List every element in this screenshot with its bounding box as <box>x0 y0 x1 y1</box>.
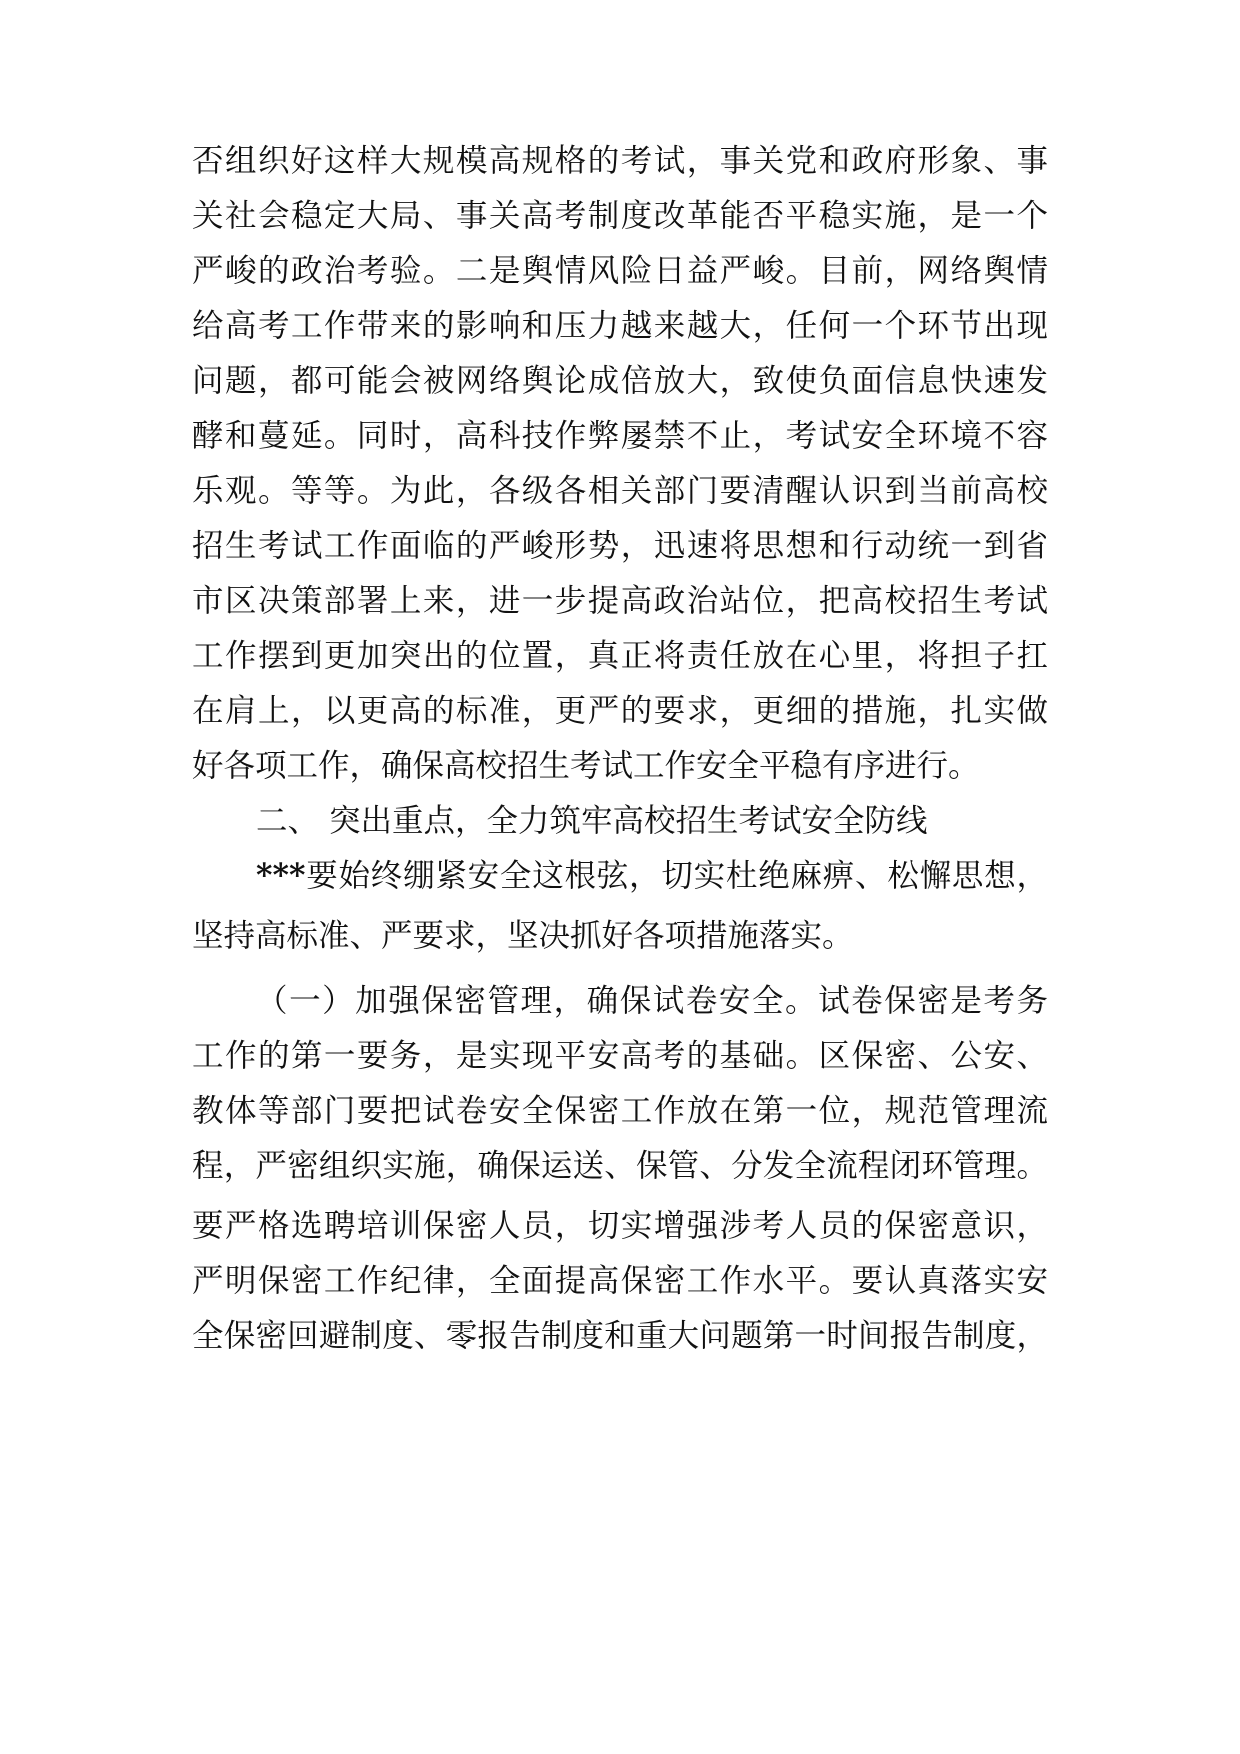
body-line: 给高考工作带来的影响和压力越来越大，任何一个环节出现 <box>192 308 1048 344</box>
body-line: 严峻的政治考验。二是舆情风险日益严峻。目前，网络舆情 <box>192 253 1048 289</box>
body-line: 工作的第一要务，是实现平安高考的基础。区保密、公安、 <box>192 1038 1048 1074</box>
body-line: 市区决策部署上来，进一步提高政治站位，把高校招生考试 <box>192 583 1048 619</box>
paragraph-2-line-1 <box>256 856 1048 896</box>
body-line: 工作摆到更加突出的位置，真正将责任放在心里，将担子扛 <box>192 638 1048 674</box>
body-line: 乐观。等等。为此，各级各相关部门要清醒认识到当前高校 <box>192 473 1048 509</box>
body-line: 问题，都可能会被网络舆论成倍放大，致使负面信息快速发 <box>192 363 1048 399</box>
body-line: 教体等部门要把试卷安全保密工作放在第一位，规范管理流 <box>192 1093 1048 1129</box>
body-line: 程，严密组织实施，确保运送、保管、分发全流程闭环管理。 <box>192 1148 1048 1184</box>
paragraph-2-line-2: 坚持高标准、严要求，坚决抓好各项措施落实。 <box>192 918 854 954</box>
paragraph-2-text: 要始终绷紧安全这根弦，切实杜绝麻痹、松懈思想， <box>305 858 1048 894</box>
body-line: 关社会稳定大局、事关高考制度改革能否平稳实施，是一个 <box>192 198 1048 234</box>
redacted-name: *** <box>256 857 306 894</box>
body-line: （一）加强保密管理，确保试卷安全。试卷保密是考务 <box>256 983 1048 1019</box>
body-line: 在肩上，以更高的标准，更严的要求，更细的措施，扎实做 <box>192 693 1048 729</box>
body-line: 好各项工作，确保高校招生考试工作安全平稳有序进行。 <box>192 748 980 784</box>
section-heading: 二、 突出重点，全力筑牢高校招生考试安全防线 <box>256 803 928 839</box>
body-line: 严明保密工作纪律，全面提高保密工作水平。要认真落实安 <box>192 1263 1048 1299</box>
body-line: 全保密回避制度、零报告制度和重大问题第一时间报告制度， <box>192 1318 1048 1354</box>
body-line: 酵和蔓延。同时，高科技作弊屡禁不止，考试安全环境不容 <box>192 418 1048 454</box>
body-line: 要严格选聘培训保密人员，切实增强涉考人员的保密意识， <box>192 1208 1048 1244</box>
body-line: 否组织好这样大规模高规格的考试，事关党和政府形象、事 <box>192 143 1048 179</box>
body-line: 招生考试工作面临的严峻形势，迅速将思想和行动统一到省 <box>192 528 1048 564</box>
